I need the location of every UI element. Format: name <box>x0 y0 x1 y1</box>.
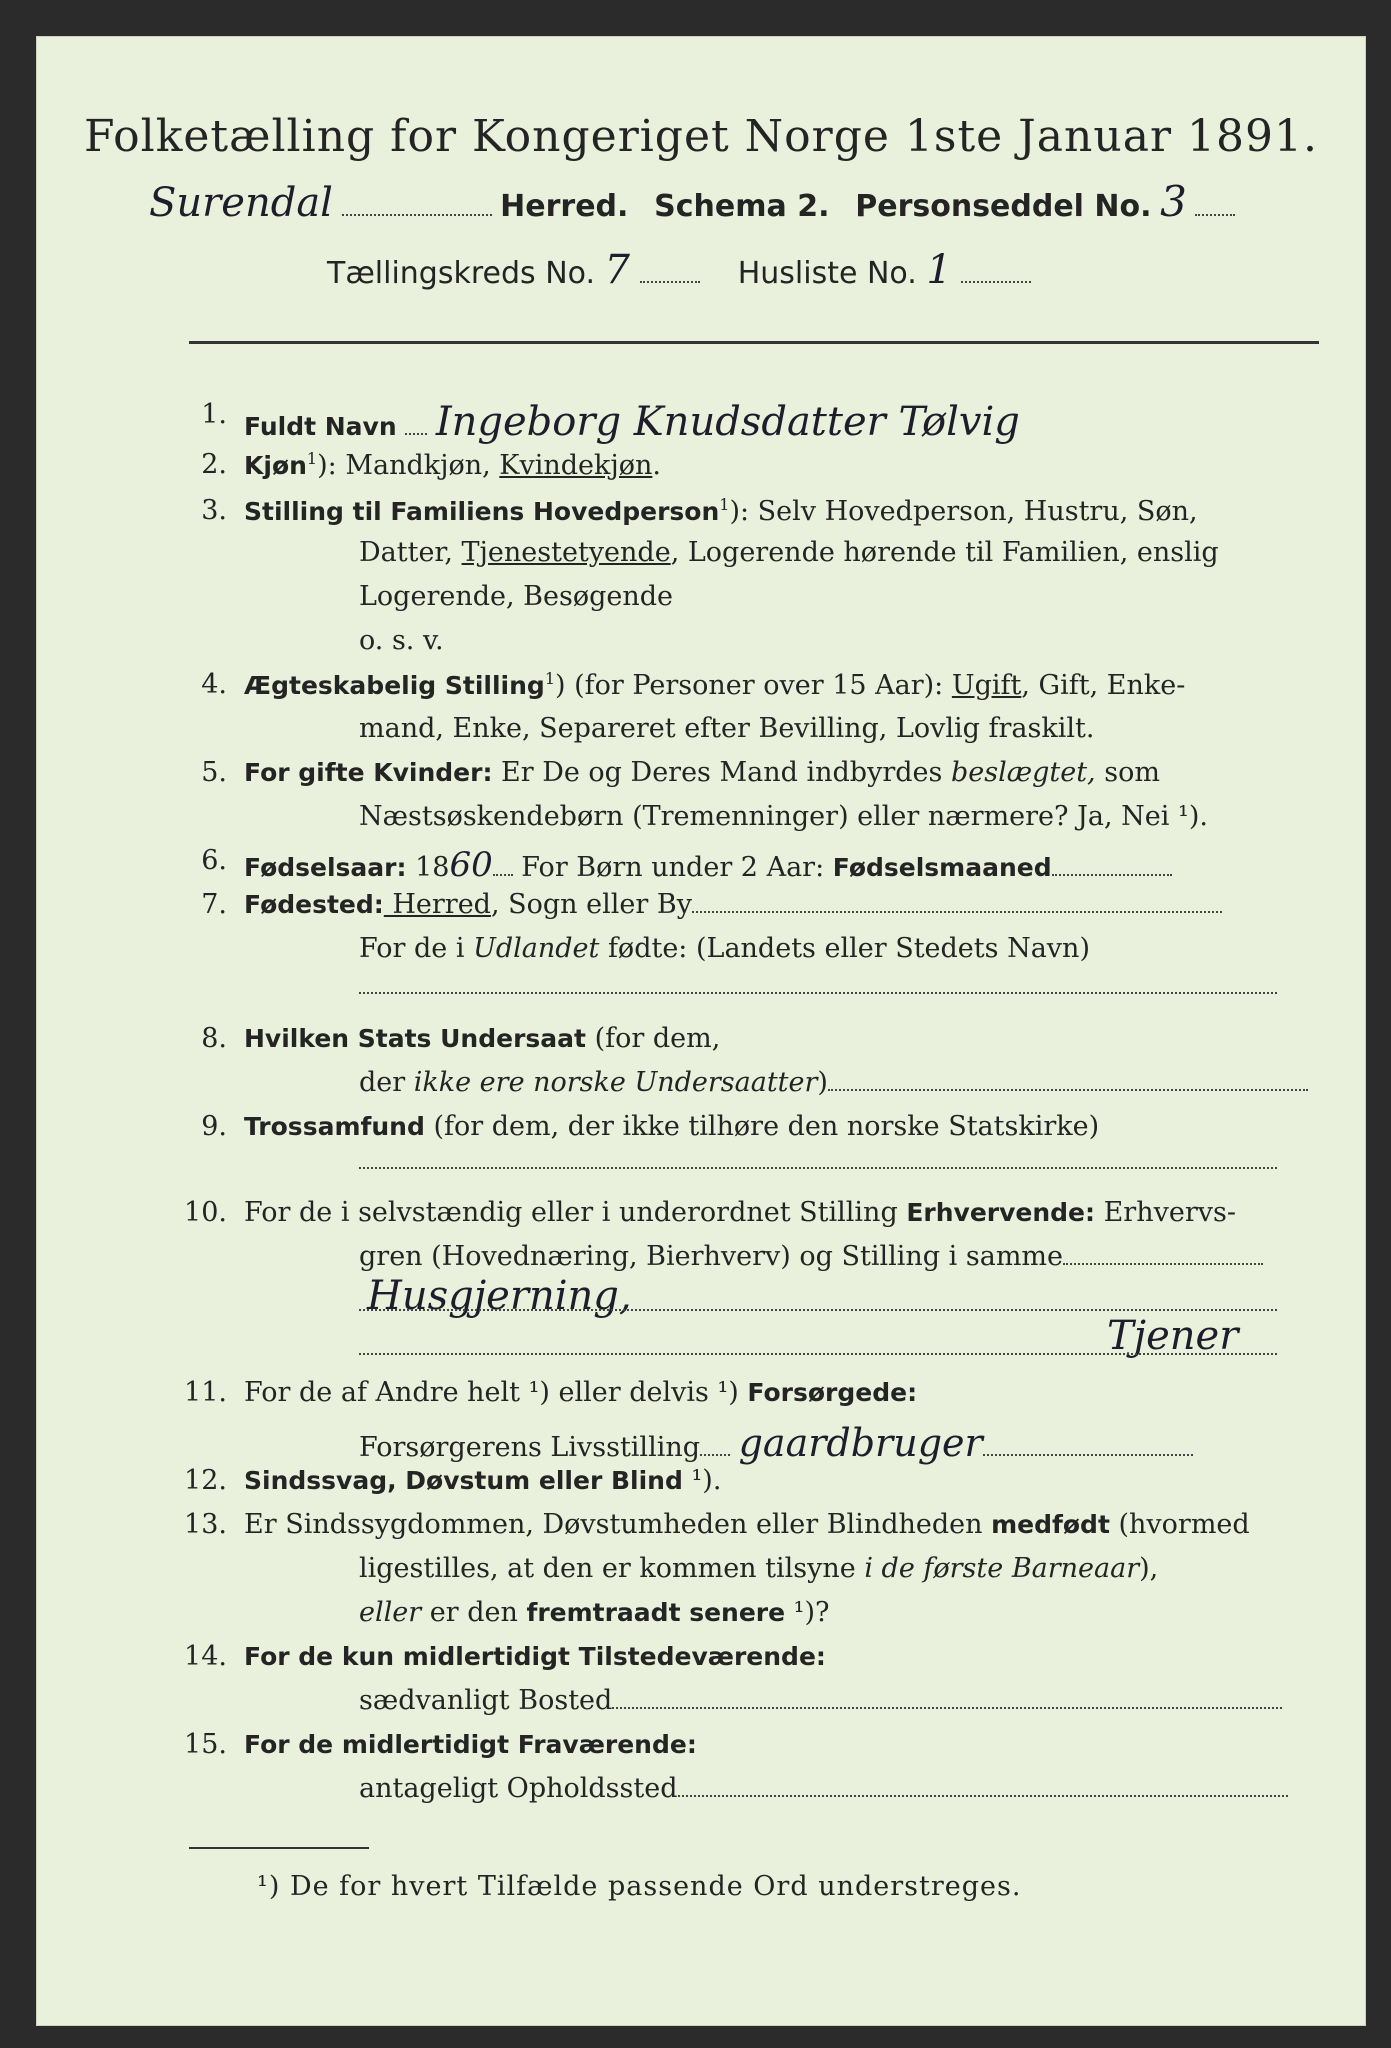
item-text: For de i selvstændig eller i underordnet Stilling <box>244 1197 907 1228</box>
dots <box>700 1453 730 1456</box>
item-label: Erhvervende: <box>906 1198 1096 1227</box>
item-text: . <box>652 450 661 481</box>
item-label: Sindssvag, Døvstum eller Blind <box>244 1466 683 1495</box>
item-number: 15. <box>184 1729 227 1760</box>
item-text: (hvormed <box>1109 1509 1250 1540</box>
item-3-line-2 <box>359 537 1219 568</box>
selected-option: Ugift <box>951 670 1022 701</box>
item-number: 13. <box>184 1509 227 1540</box>
position-value: Tjener <box>1107 1313 1239 1359</box>
item-text: antageligt Opholdssted <box>359 1773 678 1804</box>
item-text: Forsørgerens Livsstilling <box>359 1432 701 1463</box>
item-text: ¹)? <box>785 1597 830 1628</box>
dots <box>1195 213 1235 216</box>
item-text: (for dem, <box>585 1023 721 1054</box>
item-text: ): Selv Hovedperson, Hustru, Søn, <box>729 496 1198 527</box>
footnote-mark: 1 <box>544 669 556 688</box>
item-13-line-3 <box>359 1597 830 1628</box>
item-number: 8. <box>201 1023 227 1054</box>
header-rule <box>189 341 1319 344</box>
item-text: , Sogn eller By <box>490 889 692 920</box>
item-13-line-2 <box>359 1553 1158 1584</box>
blank-line <box>359 992 1277 994</box>
item-text: beslægtet, <box>950 757 1096 788</box>
item-14-line-2 <box>359 1685 1282 1716</box>
herred-line <box>149 177 1235 226</box>
full-name-value: Ingeborg Knudsdatter Tølvig <box>435 399 1020 445</box>
item-label: Fødselsaar: <box>244 853 407 882</box>
item-text: fødte: (Landets eller Stedets Navn) <box>599 933 1090 964</box>
item-text: ), <box>1139 1553 1159 1584</box>
item-text: Udlandet <box>473 933 600 964</box>
dots <box>612 1706 1282 1709</box>
personseddel-label: Personseddel No. <box>855 189 1152 224</box>
blank-line <box>359 1309 1277 1311</box>
selected-option: Herred <box>383 889 491 920</box>
dots <box>405 432 427 435</box>
herred-label: Herred. <box>500 189 629 224</box>
item-text: (for dem, der ikke tilhøre den norske Statskirke) <box>424 1111 1100 1142</box>
item-number: 10. <box>184 1197 227 1228</box>
dots <box>678 1794 1288 1797</box>
item-text: der <box>359 1067 414 1098</box>
item-number: 14. <box>184 1641 227 1672</box>
blank-line <box>359 1167 1277 1169</box>
item-label: Hvilken Stats Undersaat <box>244 1024 586 1053</box>
kreds-label: Tællingskreds No. <box>327 256 595 291</box>
footnote-mark: 1 <box>306 449 318 468</box>
selected-option: Tjenestetyende <box>461 537 671 568</box>
item-label: Fødested: <box>244 890 384 919</box>
census-form-page <box>36 36 1366 2026</box>
item-label: Stilling til Familiens Hovedperson <box>244 497 720 526</box>
footnote-rule <box>189 1847 369 1849</box>
item-text: ligestilles, at den er kommen tilsyne <box>359 1553 865 1584</box>
husliste-value: 1 <box>926 247 952 293</box>
footnote-mark: 1 <box>719 495 730 514</box>
item-number: 2. <box>201 449 227 480</box>
item-text: sædvanligt Bosted <box>359 1685 613 1716</box>
dots <box>1052 873 1172 876</box>
dots <box>640 280 700 283</box>
personseddel-value: 3 <box>1160 177 1187 226</box>
dots <box>828 1088 1308 1091</box>
item-number: 1. <box>201 399 227 430</box>
item-text: , Logerende hørende til Familien, enslig <box>670 537 1219 568</box>
item-number: 7. <box>201 889 227 920</box>
item-text: som <box>1095 757 1160 788</box>
dots <box>493 873 513 876</box>
item-text: Datter, <box>359 537 462 568</box>
blank-line <box>359 1353 1277 1355</box>
item-text: Er Sindssygdommen, Døvstumheden eller Blindheden <box>244 1509 992 1540</box>
item-text: For Børn under 2 Aar: <box>512 852 833 883</box>
schema-label: Schema 2. <box>654 189 830 224</box>
dots <box>1063 1262 1263 1265</box>
item-10-line-3 <box>367 1273 632 1319</box>
item-text: Erhvervs- <box>1095 1197 1236 1228</box>
dots <box>983 1453 1193 1456</box>
dots <box>692 910 1222 913</box>
item-11-line-2 <box>359 1421 1193 1465</box>
item-8-line-2 <box>359 1067 1308 1098</box>
husliste-label: Husliste No. <box>737 256 917 291</box>
item-text: ) <box>817 1067 828 1098</box>
item-number: 11. <box>184 1377 227 1408</box>
item-label: medfødt <box>991 1510 1110 1539</box>
occupation-value: Husgjerning, <box>367 1273 632 1319</box>
item-number: 6. <box>201 845 227 876</box>
item-number: 9. <box>201 1111 227 1142</box>
item-text: er den <box>421 1597 527 1628</box>
dots <box>342 213 492 216</box>
item-text: gren (Hovednæring, Bierhverv) og Stilling i samme <box>359 1241 1064 1272</box>
item-label: Fuldt Navn <box>244 412 397 441</box>
item-label: Fødselsmaaned <box>832 853 1052 882</box>
item-15-line-2 <box>359 1773 1288 1804</box>
item-label: Trossamfund <box>244 1112 425 1141</box>
item-text: Er De og Deres Mand indbyrdes <box>492 757 951 788</box>
page-title: Folketælling for Kongeriget Norge 1ste Januar 1891. <box>84 111 1318 162</box>
item-number: 3. <box>201 495 227 526</box>
item-number: 4. <box>201 669 227 700</box>
birth-year-value: 60 <box>449 845 493 885</box>
item-5-line-2: Næstsøskendebørn (Tremenninger) eller nærmere? Ja, Nei ¹). <box>359 801 1208 832</box>
item-text: 18 <box>406 852 450 883</box>
item-label: For gifte Kvinder: <box>244 758 493 787</box>
item-3-line-3: Logerende, Besøgende <box>359 581 673 612</box>
item-text: i de første Barneaar <box>864 1553 1140 1584</box>
item-label: For de kun midlertidigt Tilstedeværende: <box>244 1642 826 1671</box>
item-label: Ægteskabelig Stilling <box>244 671 545 700</box>
footnote: ¹) De for hvert Tilfælde passende Ord understreges. <box>257 1871 1022 1902</box>
provider-occupation-value: gaardbruger <box>738 1421 983 1465</box>
item-label: Kjøn <box>244 451 307 480</box>
item-text: For de af Andre helt ¹) eller delvis ¹) <box>244 1377 748 1408</box>
item-text: ikke ere norske Undersaatter <box>413 1067 818 1098</box>
item-text: ) (for Personer over 15 Aar): <box>555 670 952 701</box>
herred-value: Surendal <box>149 180 333 226</box>
item-text: ): Mandkjøn, <box>317 450 500 481</box>
item-4-line-2: mand, Enke, Separeret efter Bevilling, Lovlig fraskilt. <box>359 713 1095 744</box>
item-text: ¹). <box>682 1465 722 1496</box>
item-number: 12. <box>184 1465 227 1496</box>
item-number: 5. <box>201 757 227 788</box>
selected-option: Kvindekjøn <box>499 450 653 481</box>
item-label: fremtraadt senere <box>526 1598 786 1627</box>
kreds-value: 7 <box>604 247 630 293</box>
item-label: For de midlertidigt Fraværende: <box>244 1730 697 1759</box>
kreds-line <box>327 247 1031 293</box>
item-text: For de i <box>359 933 474 964</box>
item-text: , Gift, Enke- <box>1021 670 1186 701</box>
dots <box>961 280 1031 283</box>
item-10-line-2 <box>359 1241 1263 1272</box>
item-7-line-2 <box>359 933 1090 964</box>
item-text: eller <box>359 1597 422 1628</box>
item-label: Forsørgede: <box>747 1378 918 1407</box>
item-3-line-4: o. s. v. <box>359 625 444 656</box>
